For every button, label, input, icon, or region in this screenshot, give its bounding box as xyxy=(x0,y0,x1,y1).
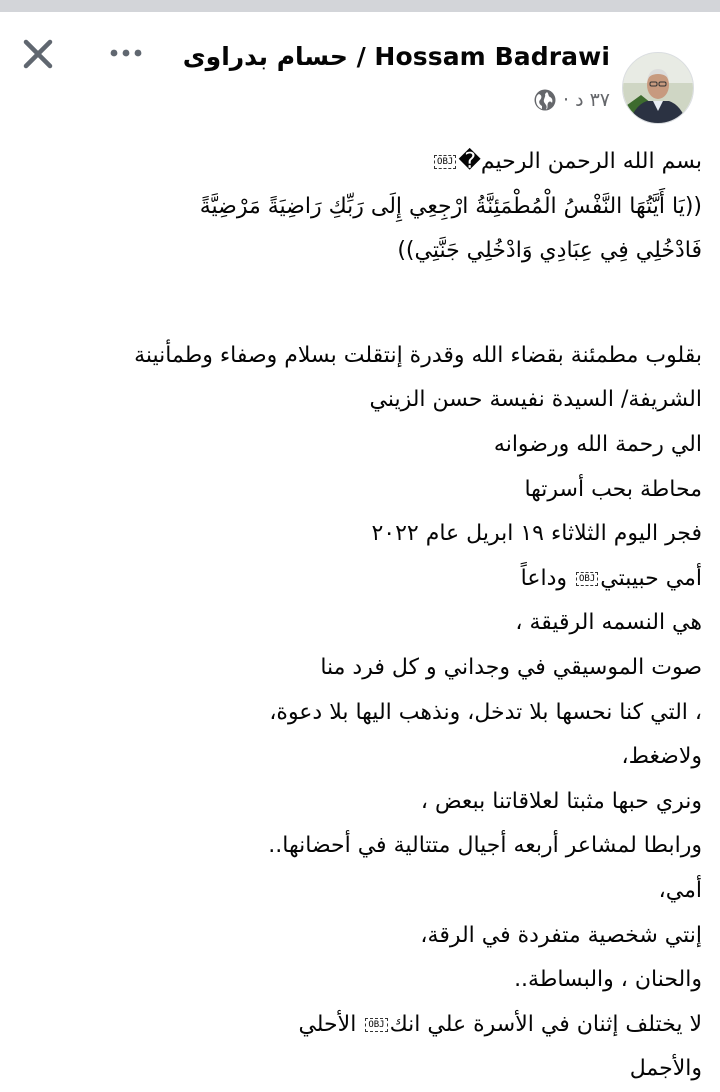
post-line: أمي، xyxy=(658,877,702,903)
post-line: إنتي شخصية متفردة في الرقة، xyxy=(420,922,702,948)
post-line: ولاضغط، xyxy=(621,744,702,770)
post-meta xyxy=(533,88,610,112)
obj-placeholder: OBJ xyxy=(576,572,598,586)
post-line: بسم الله الرحمن الرحيم�OBJ xyxy=(18,140,702,185)
post-line: ، التي كنا نحسها بلا تدخل، ونذهب اليها بلا دعوة، xyxy=(269,699,702,725)
post-line: صوت الموسيقي في وجداني و كل فرد منا xyxy=(320,654,702,680)
post-time[interactable]: ٣٧ د xyxy=(575,89,610,111)
post-line: محاطة بحب أسرتها xyxy=(524,476,702,502)
post-line: ونري حبها مثبتا لعلاقاتنا ببعض ، xyxy=(420,788,702,814)
top-bar xyxy=(0,0,720,12)
post-line: الشريفة/ السيدة نفيسة حسن الزيني xyxy=(369,387,702,413)
globe-icon[interactable] xyxy=(533,88,557,112)
post-header xyxy=(0,12,720,122)
obj-placeholder: OBJ xyxy=(434,155,456,169)
close-button[interactable] xyxy=(20,36,56,72)
paragraph-break xyxy=(18,274,702,334)
post-line: فَادْخُلِي فِي عِبَادِي وَادْخُلِي جَنَّتِي)) xyxy=(397,238,702,264)
meta-separator: · xyxy=(563,89,570,111)
post-line: الي رحمة الله ورضوانه xyxy=(493,431,702,457)
post-line: هي النسمه الرقيقة ، xyxy=(515,610,702,636)
post-line: ((يَا أَيَّتُهَا النَّفْسُ الْمُطْمَئِنَّةُ ارْجِعِي إِلَى رَبِّكِ رَاضِيَةً مَرْضِيَّةً xyxy=(199,193,702,219)
close-icon xyxy=(20,36,56,72)
post-line: ورابطا لمشاعر أربعه أجيال متتالية في أحضانها.. xyxy=(268,833,702,859)
post-line: لا يختلف إثنان في الأسرة علي انكOBJ الأحلي xyxy=(298,1011,702,1037)
post-line: بقلوب مطمئنة بقضاء الله وقدرة إنتقلت بسلام وصفاء وطمأنينة xyxy=(134,342,702,368)
avatar[interactable] xyxy=(622,52,694,124)
post-line: أمي حبيبتيOBJ وداعاً xyxy=(520,565,702,591)
more-options-button[interactable] xyxy=(104,40,148,70)
author-name[interactable]: حسام بدراوی / Hossam Badrawi xyxy=(182,42,610,71)
more-horizontal-icon xyxy=(104,40,148,70)
obj-placeholder: OBJ xyxy=(365,1018,387,1032)
post-line: والحنان ، والبساطة.. xyxy=(514,967,702,993)
post-line: والأجمل xyxy=(629,1056,702,1082)
post-line: فجر اليوم الثلاثاء ١٩ ابريل عام ٢٠٢٢ xyxy=(371,521,702,547)
post-body xyxy=(18,140,702,1092)
